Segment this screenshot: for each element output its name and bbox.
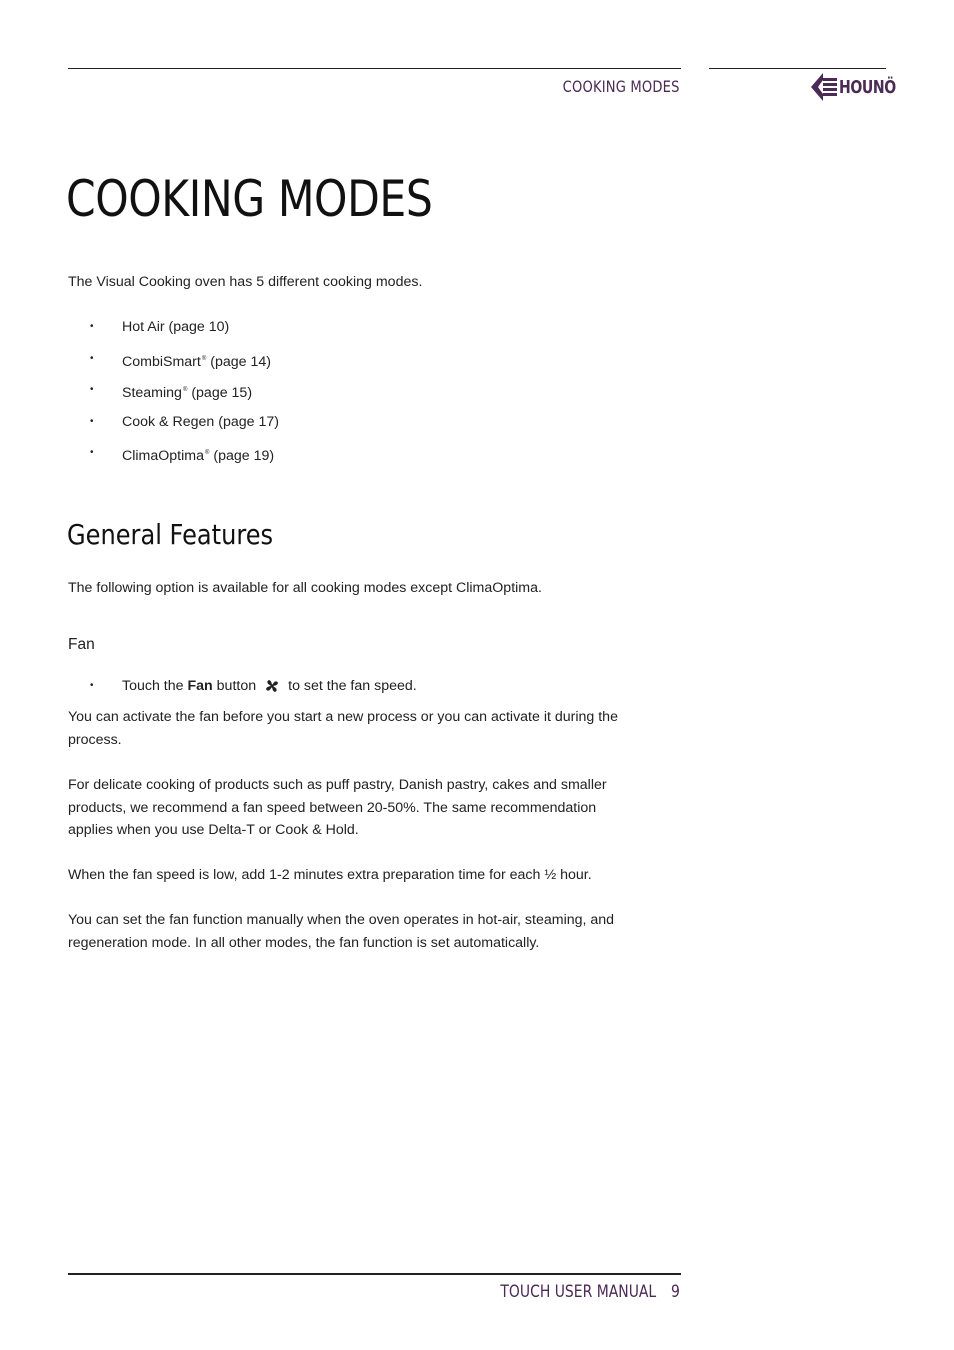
mode-page: (page 19) [213,448,275,464]
header-rule-right [709,68,886,69]
mode-page: (page 17) [218,413,279,430]
intro-text: The Visual Cooking oven has 5 different cooking modes. [68,274,423,290]
footer-manual-title: TOUCH USER MANUAL [500,1282,657,1302]
fan-icon [264,678,280,694]
list-item [68,380,279,412]
section-heading-general-features: General Features [67,518,274,551]
footer-rule [68,1273,681,1275]
instruction-pre: Touch the [122,678,184,694]
list-item [68,349,279,381]
mode-page: (page 15) [191,385,253,401]
page-footer [501,1282,680,1302]
cooking-modes-list [68,317,279,475]
list-item [68,317,279,349]
brand-logo [811,73,912,101]
instruction-bold: Fan [187,678,213,694]
subsection-heading-fan: Fan [68,636,95,653]
general-intro-text: The following option is available for all cooking modes except ClimaOptima. [68,580,542,596]
registered-mark: ® [201,355,207,362]
fan-paragraph: You can set the fan function manually when the oven operates in hot-air, steaming, and regeneration mode. In all other modes, the fan function is set automatically. [68,912,615,951]
bullet: • [90,680,94,691]
fan-paragraph: You can activate the fan before you start a new process or you can activate it during the process. [68,709,618,748]
mode-name: Cook & Regen [122,413,215,430]
list-item [68,443,279,475]
mode-name: CombiSmart [122,353,201,370]
mode-page: (page 14) [210,353,271,370]
houno-logo-icon [811,73,837,101]
logo-wordmark: HOUNÖ [839,76,896,98]
registered-mark: ® [182,387,188,393]
mode-page: (page 10) [168,319,230,335]
instruction-mid: button [216,678,257,694]
registered-mark: ® [205,450,210,456]
fan-paragraph: For delicate cooking of products such as puff pastry, Danish pastry, cakes and smaller products, we recommend a fan speed between 20-50%. The same recommendation applies when you use Delta-T or Cook & Hold. [68,777,607,838]
list-item [68,412,279,444]
fan-paragraph: When the fan speed is low, add 1-2 minutes extra preparation time for each ½ hour. [68,867,592,883]
mode-name: Hot Air [122,319,165,335]
page-title: COOKING MODES [66,170,433,228]
instruction-post: to set the fan speed. [288,678,417,694]
mode-name: Steaming [122,385,182,401]
page-number: 9 [671,1282,680,1302]
header-rule-left [68,68,681,69]
mode-name: ClimaOptima [122,448,204,464]
fan-instruction [68,676,417,696]
running-head: COOKING MODES [563,77,680,96]
